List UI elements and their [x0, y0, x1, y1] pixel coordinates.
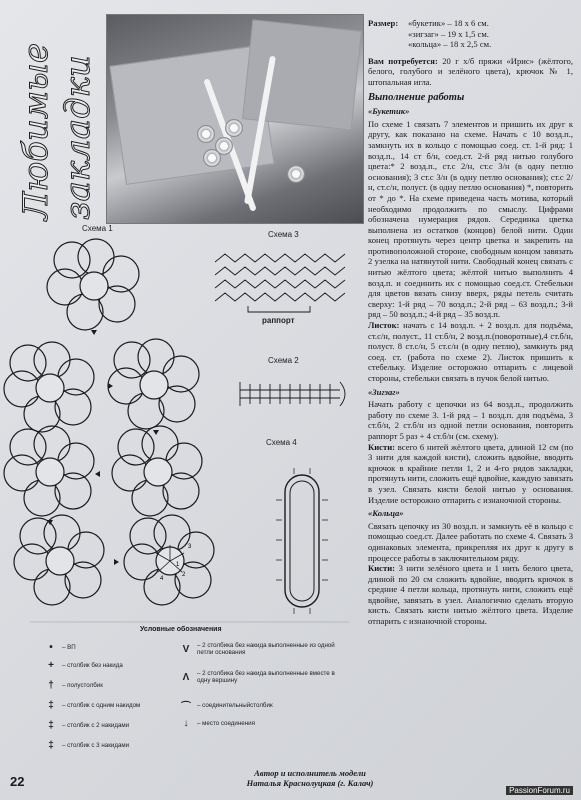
size-item-name: «букетик»	[408, 18, 446, 28]
legend-symbol: ↓	[183, 718, 189, 729]
flower-motif-1	[47, 239, 139, 330]
legend-title: Условные обозначения	[140, 626, 222, 633]
author-credit-line-1: Автор и исполнитель модели	[254, 768, 366, 778]
scheme-2-label: Схема 2	[268, 356, 299, 365]
size-item-value: – 18 х 2,5 см.	[443, 39, 492, 50]
legend-text: – полустолбик	[62, 682, 103, 689]
row-number-label: 2	[182, 572, 186, 578]
flower-motif-6	[14, 515, 104, 605]
legend-text: – столбик с 3 накидами	[62, 742, 130, 749]
legend-item	[40, 740, 129, 751]
legend-text: – соединительныйстолбик	[197, 702, 273, 709]
flower-motif-2	[4, 342, 94, 432]
scheme-3-label: Схема 3	[268, 230, 299, 239]
legend-symbol: ‡	[48, 720, 54, 731]
legend-symbol: Λ	[182, 671, 190, 683]
legend-item	[40, 720, 129, 731]
legend-symbol: ‡	[48, 700, 54, 711]
legend-text: – столбик с одним накидом	[62, 702, 141, 709]
tassel-label: Кисти:	[368, 441, 396, 452]
legend-text: – столбик без накида	[62, 662, 123, 669]
legend-symbol: •	[49, 642, 53, 653]
tassel-text: 3 нити зелёного цвета и 1 нить белого цвета, длиной по 20 см сложить вдвойне, вводить крючок в средние 4 петли кольца, протянуть нити, сложить ещё вдвойне, завязать в узел. Аналогично сделать вторую кисть. Связать кисти нитью жёлтого цвета. Изделие отпарить с изнаночной стороны.	[368, 563, 573, 627]
title-line-2: закладки	[58, 55, 98, 220]
legend-symbol: †	[48, 680, 54, 691]
row-number-label: 1	[176, 562, 180, 568]
size-item-value: – 19 х 1,5 см.	[441, 28, 489, 39]
legend-item	[40, 642, 76, 653]
page-number: 22	[10, 774, 25, 789]
legend-text: – 2 столбика без накида выполненные из одной петли основания	[197, 642, 335, 656]
row-number-label: 3	[188, 544, 192, 550]
legend-item	[40, 680, 103, 691]
leaf-label: Листок:	[368, 320, 400, 331]
legend-text: – столбик с 2 накидами	[62, 722, 130, 729]
legend-text: – 2 столбика без накида выполненные вместе в одну вершину	[197, 670, 335, 684]
materials-text: 20 г х/б пряжи «Ирис» (жёлтого, белого, голубого и зелёного цвета), крючок № 1, штопальная игла.	[368, 55, 573, 87]
leaf-text: начать с 14 возд.п. + 2 возд.п. для подъёма, ст.с/н, полуст., 11 ст.б/н, 2 возд.п.(поворотные),4 ст.б/н, полуст. 8 ст.с/н, 5 ст.с/н (в одну петлю), замкнуть ряд соед. ст. (работа по схеме 2). Листок пришить к стебельку. Изделие осторожно отпарить с лицевой стороны, стебельки связать в пучок белой нитью.	[368, 320, 573, 383]
size-label: Размер:	[368, 18, 399, 28]
size-item-name: «зигзаг»	[408, 28, 439, 39]
zigzag-title: «Зигзаг»	[368, 386, 400, 397]
legend-symbol: V	[182, 643, 190, 655]
tassel-label: Кисти:	[368, 563, 396, 574]
rapport-label: раппорт	[262, 316, 295, 325]
scheme-2-leaf	[240, 382, 345, 406]
zigzag-text: Начать работу с цепочки из 64 возд.п., продолжить работу по схеме 3. 1-й ряд – 1 возд.п. для подъёма, 3 ст.б/н, 2 ст.б/н из одной петли основания, повторить раппорт 5 раз + 4 ст.б/н (см. схему).	[368, 399, 573, 441]
scheme-3-zigzag	[215, 254, 345, 312]
author-credit-line-2: Наталья Краснолуцкая (г. Калач)	[246, 778, 374, 788]
author-credit	[230, 768, 390, 788]
size-item-name: «кольца»	[408, 39, 442, 50]
legend-symbol: +	[48, 660, 54, 671]
materials-label: Вам потребуется:	[368, 55, 438, 66]
legend-item	[175, 670, 355, 684]
flower-motif-4	[4, 426, 94, 516]
tassel-text: всего 6 нитей жёлтого цвета, длиной 12 см (по 3 нити для каждой кисти), сложить вдвойне, вводить крючок в крайние петли 1, 2 и 4-го рядов закладки, протянуть нити, сложить ещё вдвойне, каждую завязать в узел. Связать кисти белой нитью у основания. Изделие осторожно отпарить с изнаночной стороны.	[368, 441, 573, 505]
legend-item	[175, 698, 273, 713]
legend-item	[40, 660, 123, 671]
size-item-value: – 18 х 6 см.	[447, 18, 489, 28]
legend-symbol: ⌒	[181, 702, 191, 713]
scheme-1-label: Схема 1	[82, 224, 113, 233]
legend-symbol: ‡	[48, 740, 54, 751]
legend-item	[175, 642, 355, 656]
legend-right	[175, 642, 355, 752]
work-title: Выполнение работы	[368, 91, 465, 103]
scheme-4-ring	[276, 468, 328, 614]
legend-text: – ВП	[62, 644, 76, 651]
legend-item	[175, 718, 255, 729]
legend-text: – место соединения	[197, 720, 255, 727]
row-number-label: 4	[160, 576, 164, 582]
legend-left	[40, 642, 160, 752]
legend-item	[40, 700, 140, 711]
watermark: PassionForum.ru	[506, 786, 573, 795]
rings-title: «Кольца»	[368, 508, 404, 519]
bouquet-title: «Букетик»	[368, 106, 410, 117]
title-line-1: Любимые	[16, 43, 56, 220]
flower-motif-3	[108, 339, 199, 429]
flower-motif-5	[112, 426, 202, 516]
rings-text: Связать цепочку из 30 возд.п. и замкнуть её в кольцо с помощью соед.ст. Далее работать по схеме 4. Связать 3 одинаковых элемента, прикрепляя их друг к другу в процессе работы в заключительном ряду.	[368, 520, 573, 563]
bouquet-text: По схеме 1 связать 7 элементов и пришить их друг к другу, как показано на схеме. Начать с 10 возд.п., замкнуть их в кольцо с помощью соед. ст. 1-й ряд: 1 возд.п., 14 ст б/н, соед.ст. 2-й ряд нитью голубого цвета:* 2 возд.п., ст.с 2/н, ст.с 3/н (в одну петлю основания); 3 ст.с 3/н (в одну петлю основания); ст.с 2/н, ст.с/н, полуст. (в одну петлю основания) *, повторить от * до *. На схеме приведена часть мотива, который необходимо продолжить по смыслу. Цифрами обозначена нумерация рядов. Серединка цветка выполнена из остатков (концов) белой нити. Один конец протянуть через центр цветка и закрепить на противоположной стороне, свободным концом завязать 2 узелка на натянутой нити. Свободный конец связать с нитью жёлтого цвета; жёлтой нитью выполнить 4 возд.п. и соединить их с помощью соед.ст. Стебельки для цветов вязать снизу вверх, ряды петель считать сверху: 1-й ряд – 70 возд.п.; 2-й ряд – 63 возд.п.; 3-й ряд – 50 возд.п.; 4-й ряд – 35 возд.п.	[368, 118, 573, 320]
scheme-4-label: Схема 4	[266, 438, 297, 447]
